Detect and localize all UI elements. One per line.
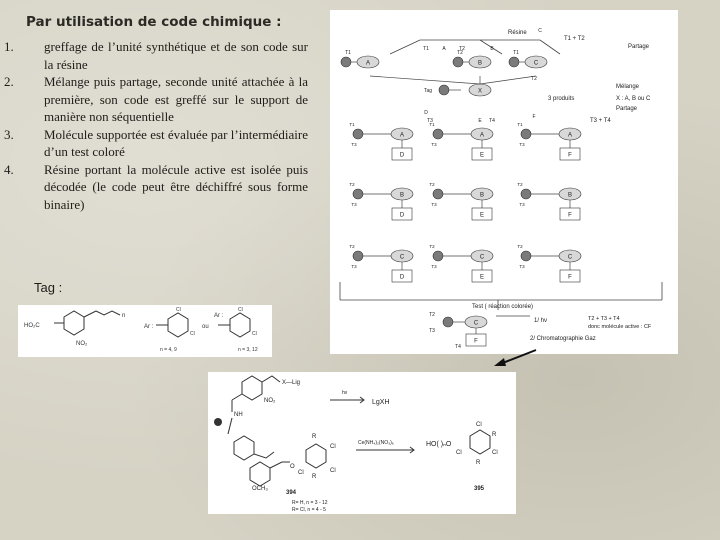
resine-label: Résine (508, 30, 527, 36)
resin-bead-icon (353, 189, 363, 199)
resin-bead-icon (521, 251, 531, 261)
step-number: 2. (4, 74, 14, 89)
unit-d-label: D (399, 212, 405, 219)
partage-label-2: Partage (616, 106, 638, 112)
tag-label-t: T2 (457, 50, 463, 56)
connector-line (480, 76, 536, 84)
tag-label-row: T2 (429, 182, 435, 187)
tag-ar2-label: Ar : (214, 313, 224, 319)
resin-bead-icon (509, 57, 519, 67)
step-item (4, 126, 308, 161)
tag-no2-text: NO₂ (76, 341, 88, 347)
test-label: Test ( réaction colorée) (472, 304, 534, 310)
r-text: R (312, 474, 317, 480)
step-item (4, 161, 308, 214)
cl-text: Cl (456, 450, 462, 456)
hv-label: 1/ hν (534, 318, 548, 324)
tag-label-row: T2 (429, 244, 435, 249)
tag-t3-label: T3 (427, 118, 433, 124)
tag-cl-text: Cl (238, 307, 243, 313)
tag-t3-label: T3 (351, 264, 357, 269)
step-text: Mélange puis partage, seconde unité attachée à la première, son code est greffé sur le support de manière non séquentielle (44, 74, 308, 124)
tag-t3-label: T3 (431, 202, 437, 207)
tag-cl-text: Cl (176, 307, 181, 313)
unit-c-label: C (399, 254, 405, 261)
unit-c-label: C (473, 320, 479, 327)
nh-text: NH (234, 412, 243, 418)
cl-text: Cl (476, 422, 482, 428)
tag-t4-label: T4 (489, 118, 495, 124)
steps-list (4, 38, 308, 213)
tag-t4-label: T4 (455, 344, 461, 350)
unit-b-label: B (399, 192, 405, 199)
trois-produits-label: 3 produits (548, 96, 575, 102)
encoding-scheme-figure (330, 10, 678, 354)
split-label-f: F (532, 114, 536, 120)
tag-label-t: T1 (345, 50, 351, 56)
no2-text: NO₂ (264, 398, 276, 404)
unit-c-label: C (533, 60, 539, 67)
tag-label-t: T1 (513, 50, 519, 56)
tag-n2-text: n = 3, 12 (238, 347, 258, 353)
step-text: Résine portant la molécule active est isolée puis décodée (le code peut être déchiffré sous forme binaire) (44, 161, 308, 212)
step-text: Molécule supportée est évaluée par l’intermédiaire d’un test coloré (44, 126, 308, 159)
cl-text: Cl (330, 468, 336, 474)
r-cl-condition: R= Cl, n = 4 - 5 (292, 507, 326, 513)
tag-t3-label: T3 (351, 202, 357, 207)
tag-ou-text: ou (202, 324, 209, 330)
tag-chain-n: n (122, 313, 126, 319)
tag-label-row: T2 (349, 244, 355, 249)
melange-label: Mélange (616, 84, 640, 90)
tag-cl-text: Cl (252, 331, 257, 337)
bead-icon (214, 418, 222, 426)
step-item (4, 38, 308, 73)
tag-t3-label: T3 (519, 142, 525, 147)
page-title: Par utilisation de code chimique : (26, 14, 282, 30)
connector-line (370, 76, 480, 84)
resin-bead-icon (433, 251, 443, 261)
encoding-scheme-svg (330, 10, 678, 354)
tag-t2-label: T2 (531, 76, 537, 82)
tag-label-row: T2 (517, 182, 523, 187)
tag-label-row: T1 (349, 122, 355, 127)
tag-t3-label: T3 (519, 202, 525, 207)
tag-cl-text: Cl (190, 331, 195, 337)
resin-bead-icon (453, 57, 463, 67)
cl-text: Cl (298, 470, 304, 476)
lgxh-text: LgXH (372, 399, 390, 406)
tag-label-row: T1 (517, 122, 523, 127)
o-text: O (290, 464, 295, 470)
compound-395-label: 395 (474, 486, 485, 492)
unit-d-label: D (399, 274, 405, 281)
active-label: T2 + T3 + T4 (588, 316, 620, 322)
chromato-label: 2/ Chromatographie Gaz (530, 336, 596, 342)
tag-t1-label: T1 (423, 46, 429, 52)
resin-bead-icon (443, 317, 453, 327)
resin-bead-icon (433, 189, 443, 199)
unit-a-label: A (567, 132, 573, 139)
step-text: greffage de l’unité synthétique et de son code sur la résine (44, 39, 308, 72)
unit-e-label: E (479, 212, 485, 219)
unit-f-label: F (568, 212, 572, 219)
active-note-label: donc molécule active : CF (588, 324, 652, 330)
split-label-d: D (424, 110, 428, 116)
x-lig-text: X—Lig (282, 380, 301, 386)
unit-b-label: B (567, 192, 573, 199)
resin-bead-icon (353, 251, 363, 261)
t1t2-label: T1 + T2 (564, 36, 585, 42)
unit-e-label: E (479, 274, 485, 281)
resin-bead-icon (439, 85, 449, 95)
r-text: R (312, 434, 317, 440)
tag-t3-label: T3 (431, 264, 437, 269)
tag-t2-label: T2 (459, 46, 465, 52)
unit-a-label: A (479, 132, 485, 139)
x-choice-label: X : A, B ou C (616, 96, 651, 102)
unit-f-label: F (568, 274, 572, 281)
tag-t2-label: T2 (429, 312, 435, 318)
split-label-c: C (538, 28, 542, 34)
step-number: 1. (4, 39, 14, 54)
tag-label: Tag (423, 88, 433, 94)
tag-ar1-label: Ar : (144, 324, 154, 330)
partage-label: Partage (628, 44, 650, 50)
step-number: 3. (4, 126, 14, 142)
cl-text: Cl (492, 450, 498, 456)
tag-label-row: T1 (429, 122, 435, 127)
compound-394-label: 394 (286, 490, 297, 496)
unit-x-label: X (477, 88, 483, 95)
tag-t3-label: T3 (519, 264, 525, 269)
down-arrow-icon (490, 346, 540, 370)
tag-label: Tag : (34, 280, 63, 295)
split-label-e: E (478, 118, 482, 124)
tag-structure-svg (18, 305, 272, 357)
tag-label-row: T2 (517, 244, 523, 249)
cl-text: Cl (330, 444, 336, 450)
unit-b-label: B (477, 60, 483, 67)
unit-e-label: E (479, 152, 485, 159)
resin-bead-icon (433, 129, 443, 139)
split-label-a: A (442, 46, 446, 52)
r-text: R (492, 432, 497, 438)
hv-text: hν (342, 390, 348, 396)
unit-c-label: C (567, 254, 573, 261)
t3t4-label: T3 + T4 (590, 118, 611, 124)
tag-structure-figure (18, 305, 272, 357)
r-h-condition: R= H, n = 3 - 12 (292, 500, 328, 506)
unit-c-label: C (479, 254, 485, 261)
resin-bead-icon (521, 189, 531, 199)
r-text: R (476, 460, 481, 466)
och3-text: OCH₃ (252, 486, 268, 492)
unit-f-label: F (568, 152, 572, 159)
tag-t3-label: T3 (351, 142, 357, 147)
unit-f-label: F (474, 338, 478, 345)
resin-bead-icon (341, 57, 351, 67)
tag-fragment-text: HO₂C (24, 323, 40, 329)
tag-t3-label: T3 (431, 142, 437, 147)
step-number: 4. (4, 161, 14, 177)
product-text: HO( )ₙO (426, 441, 452, 448)
tag-label-row: T2 (349, 182, 355, 187)
unit-a-label: A (399, 132, 405, 139)
unit-b-label: B (479, 192, 485, 199)
reagent-text: Ce(NH₄)₂(NO₃)₆ (358, 440, 394, 446)
unit-a-label: A (365, 60, 371, 67)
tag-t3-label: T3 (429, 328, 435, 334)
decoding-reaction-figure (208, 372, 516, 514)
decoding-reaction-svg (208, 372, 516, 514)
unit-d-label: D (399, 152, 405, 159)
step-item (4, 73, 308, 126)
resin-bead-icon (521, 129, 531, 139)
split-label-b: B (490, 46, 494, 52)
tag-n1-text: n = 4, 9 (160, 347, 177, 353)
resin-bead-icon (353, 129, 363, 139)
